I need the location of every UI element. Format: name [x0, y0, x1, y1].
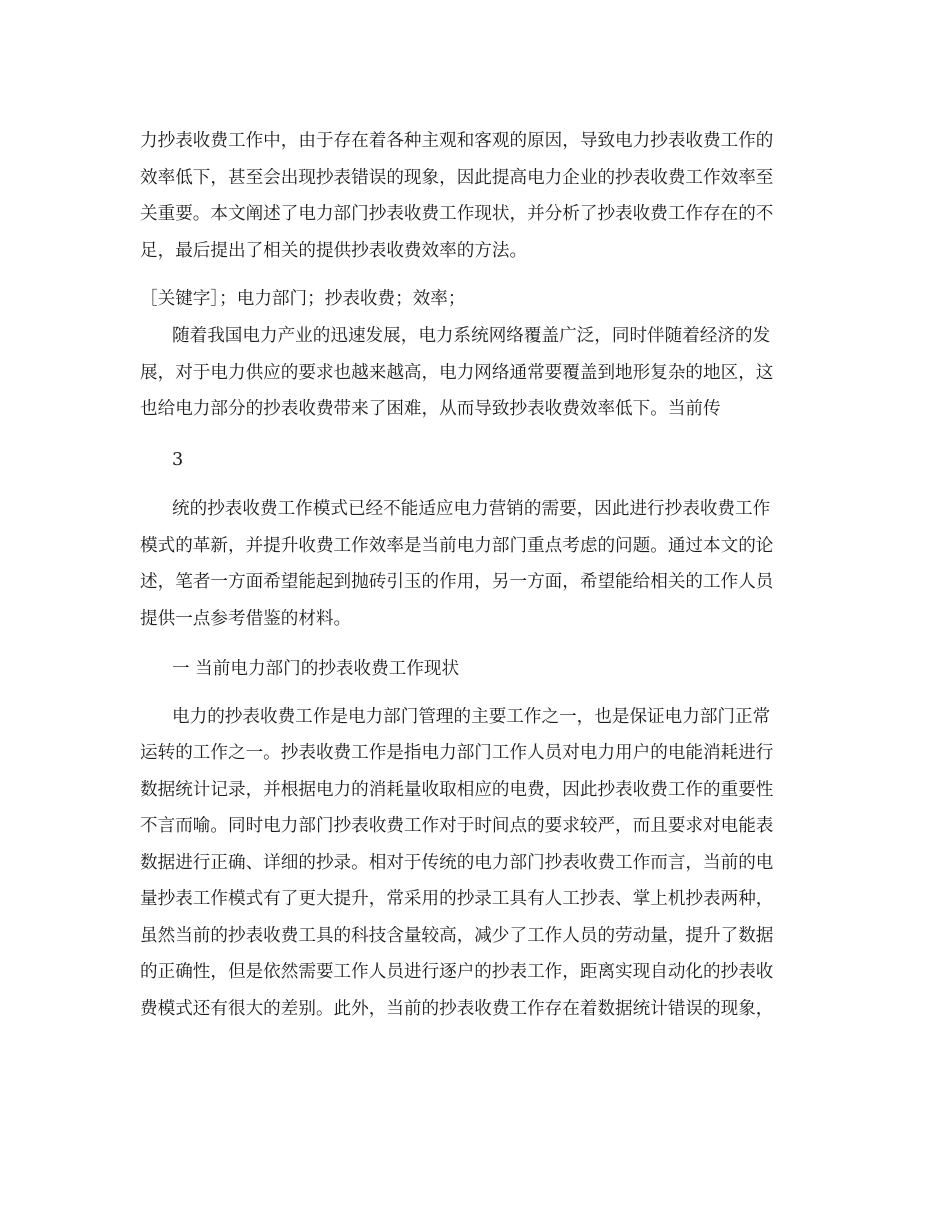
- paragraph-first-line: 统的抄表收费工作模式已经不能适应电力营销的需要，因此进行抄表收费工作: [172, 499, 771, 519]
- text-line: 数据进行正确、详细的抄录。相对于传统的电力部门抄表收费工作而言，当前的电: [140, 853, 774, 873]
- text-line: 虽然当前的抄表收费工具的科技含量较高，减少了工作人员的劳动量，提升了数据: [140, 926, 774, 946]
- text-line: 关重要。本文阐述了电力部门抄表收费工作现状，并分析了抄表收费工作存在的不: [140, 204, 774, 224]
- text-line: 数据统计记录，并根据电力的消耗量收取相应的电费，因此抄表收费工作的重要性: [140, 780, 774, 800]
- keywords-line: ［关键字］；电力部门；抄表收费；效率；: [140, 289, 466, 309]
- text-line: 费模式还有很大的差别。此外，当前的抄表收费工作存在着数据统计错误的现象，: [140, 999, 774, 1019]
- text-line: 不言而喻。同时电力部门抄表收费工作对于时间点的要求较严，而且要求对电能表: [140, 816, 774, 836]
- text-line: 效率低下，甚至会出现抄表错误的现象，因此提高电力企业的抄表收费工作效率至: [140, 168, 774, 188]
- text-line: 的正确性，但是依然需要工作人员进行逐户的抄表工作，距离实现自动化的抄表收: [140, 962, 774, 982]
- text-line: 模式的革新，并提升收费工作效率是当前电力部门重点考虑的问题。通过本文的论: [140, 536, 774, 556]
- text-line: 述，笔者一方面希望能起到抛砖引玉的作用，另一方面，希望能给相关的工作人员: [140, 572, 774, 592]
- page-number: 3: [172, 450, 184, 470]
- text-line: 也给电力部分的抄表收费带来了困难，从而导致抄表收费效率低下。当前传: [140, 399, 721, 419]
- paragraph-first-line: 电力的抄表收费工作是电力部门管理的主要工作之一，也是保证电力部门正常: [172, 707, 771, 727]
- paragraph-first-line: 随着我国电力产业的迅速发展，电力系统网络覆盖广泛，同时伴随着经济的发: [172, 326, 771, 346]
- text-line: 展，对于电力供应的要求也越来越高，电力网络通常要覆盖到地形复杂的地区，这: [140, 363, 774, 383]
- text-line: 足，最后提出了相关的提供抄表收费效率的方法。: [140, 241, 528, 261]
- text-line: 提供一点参考借鉴的材料。: [140, 609, 352, 629]
- text-line: 力抄表收费工作中，由于存在着各种主观和客观的原因，导致电力抄表收费工作的: [140, 131, 774, 151]
- text-line: 运转的工作之一。抄表收费工作是指电力部门工作人员对电力用户的电能消耗进行: [140, 743, 774, 763]
- text-line: 量抄表工作模式有了更大提升，常采用的抄录工具有人工抄表、掌上机抄表两种，: [140, 889, 774, 909]
- section-heading: 一 当前电力部门的抄表收费工作现状: [172, 659, 460, 679]
